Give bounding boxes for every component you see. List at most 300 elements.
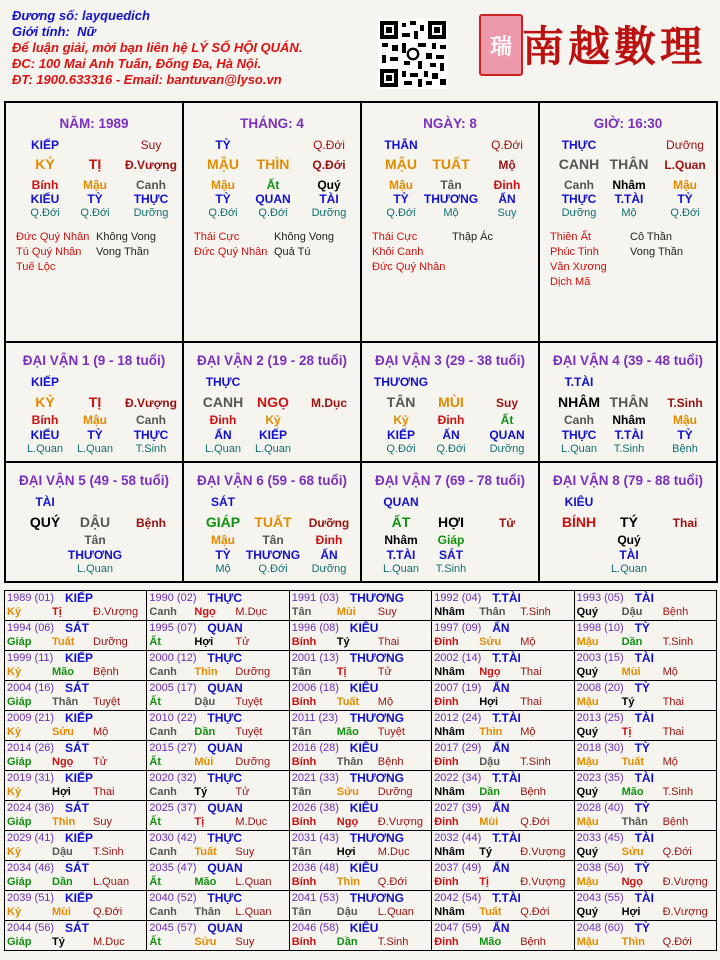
hidden-stem: Bính xyxy=(31,413,59,427)
year-cell xyxy=(5,711,147,741)
year-star: ẤN xyxy=(492,621,510,635)
year-branch: Hợi xyxy=(479,696,499,708)
hidden-stage: Q.Đới xyxy=(386,443,416,455)
year-branch: Thân xyxy=(194,906,221,918)
year-stem: Ất xyxy=(149,876,161,888)
year-cell xyxy=(147,801,289,831)
pillar-stem: KỶ xyxy=(35,156,55,172)
year-branch: Sửu xyxy=(52,726,75,738)
year-branch: Tý xyxy=(194,786,208,798)
year-cell xyxy=(290,711,432,741)
year-stem: Ất xyxy=(149,636,161,648)
year-label: 2001 (13) xyxy=(291,652,339,664)
year-stem: Nhâm xyxy=(434,666,465,678)
dai-van-branch: TUẤT xyxy=(254,514,292,530)
year-stem: Tân xyxy=(291,606,312,618)
year-star: KIÊU xyxy=(349,681,379,695)
year-stage: Đ.Vượng xyxy=(520,846,566,858)
year-stem: Quý xyxy=(576,786,598,798)
year-branch: Tý xyxy=(336,636,350,648)
dai-van-stem: TÂN xyxy=(386,394,416,410)
year-branch: Thân xyxy=(336,756,364,768)
year-star: T.TÀI xyxy=(492,591,521,605)
pillar-star-stage: Suy xyxy=(140,138,162,152)
pillar-star: THỰC xyxy=(561,138,597,152)
year-stage: Q.Đới xyxy=(662,936,692,948)
pillar-title: GIỜ: 16:30 xyxy=(593,116,663,131)
pillar-branch: TỊ xyxy=(88,156,102,172)
year-stem: Giáp xyxy=(7,756,32,768)
year-stem: Canh xyxy=(149,606,177,618)
than-sat-bad: Không Vong xyxy=(274,231,334,243)
year-stage: L.Quan xyxy=(377,906,414,918)
hidden-star: ẤN xyxy=(442,428,460,442)
year-label: 2008 (20) xyxy=(576,682,624,694)
year-stem: Đinh xyxy=(434,876,459,888)
year-star: KIÊU xyxy=(349,741,379,755)
dai-van-cell xyxy=(362,343,540,463)
hidden-stage: Q.Đới xyxy=(386,207,416,219)
year-stem: Nhâm xyxy=(434,906,465,918)
year-stage: Đ.Vượng xyxy=(520,876,566,888)
year-label: 2014 (26) xyxy=(7,742,55,754)
year-cell xyxy=(432,831,574,861)
year-star: KIẾP xyxy=(65,771,94,785)
year-stage: Đ.Vượng xyxy=(93,606,139,618)
year-cell xyxy=(5,861,147,891)
hidden-star: THỰC xyxy=(561,192,597,206)
year-stage: Tử xyxy=(93,756,108,768)
than-sat-good: Đức Quý Nhân xyxy=(16,231,90,243)
hidden-stage: Q.Đới xyxy=(258,207,288,219)
year-cell xyxy=(432,651,574,681)
year-label: 2015 (27) xyxy=(149,742,197,754)
so-line: Đương số: layquedich xyxy=(12,8,150,23)
year-cell xyxy=(5,651,147,681)
year-branch: Dần xyxy=(194,726,216,738)
year-label: 2034 (46) xyxy=(7,862,55,874)
than-sat-good: Văn Xương xyxy=(550,261,607,273)
year-cell xyxy=(147,771,289,801)
year-star: KIẾP xyxy=(65,831,94,845)
year-star: TÀI xyxy=(634,771,654,785)
year-stem: Quý xyxy=(576,846,598,858)
year-stem: Giáp xyxy=(7,636,32,648)
year-star: THƯƠNG xyxy=(349,771,404,785)
hidden-stem: Mậu xyxy=(83,413,107,427)
gt-line: Giới tính: Nữ xyxy=(12,24,96,39)
year-cell xyxy=(290,771,432,801)
year-branch: Tuất xyxy=(479,906,502,918)
dai-van-cell xyxy=(362,463,540,583)
pillar-star-stage: Dưỡng xyxy=(666,138,704,152)
year-cell xyxy=(575,741,717,771)
year-branch: Thìn xyxy=(336,876,361,888)
year-label: 2012 (24) xyxy=(434,712,482,724)
year-label: 2002 (14) xyxy=(434,652,482,664)
year-star: THỰC xyxy=(207,771,243,785)
year-branch: Dần xyxy=(336,936,358,948)
hidden-stem: Nhâm xyxy=(612,413,646,427)
dai-van-stem: ẤT xyxy=(391,514,411,530)
year-stage: Suy xyxy=(377,606,397,618)
year-stem: Tân xyxy=(291,786,312,798)
pillar-cell xyxy=(362,103,540,343)
year-stem: Bính xyxy=(291,756,317,768)
year-star: TỲ xyxy=(634,681,650,695)
year-branch: Mùi xyxy=(621,666,641,678)
than-sat-bad: Quả Tú xyxy=(274,246,311,258)
hidden-star: THƯƠNG xyxy=(245,548,301,562)
hidden-stage: Q.Đới xyxy=(258,563,288,575)
year-branch: Ngọ xyxy=(621,876,643,888)
dai-van-title: ĐẠI VẬN 3 (29 - 38 tuổi) xyxy=(374,353,526,368)
year-stage: Tuyệt xyxy=(235,726,263,738)
hidden-stem: Mậu xyxy=(211,178,235,192)
than-sat-bad: Vong Thần xyxy=(630,246,684,258)
year-star: TỲ xyxy=(634,621,650,635)
year-label: 2043 (55) xyxy=(576,892,624,904)
year-stem: Kỷ xyxy=(7,666,22,678)
hidden-stage: Dưỡng xyxy=(133,207,169,219)
hidden-stage: Q.Đới xyxy=(670,207,700,219)
year-stage: Q.Đới xyxy=(662,846,692,858)
year-stage: Q.Đới xyxy=(93,906,123,918)
year-stem: Bính xyxy=(291,876,317,888)
year-branch: Tý xyxy=(479,846,493,858)
than-sat-bad: Thập Ác xyxy=(452,231,493,243)
year-stage: Suy xyxy=(93,816,112,828)
year-stem: Quý xyxy=(576,906,598,918)
year-stem: Đinh xyxy=(434,756,459,768)
hidden-stage: L.Quan xyxy=(382,563,420,575)
year-star: TÀI xyxy=(634,591,654,605)
year-cell xyxy=(432,711,574,741)
hidden-stem: Tân xyxy=(440,178,462,192)
hidden-stem: Mậu xyxy=(673,413,697,427)
dai-van-stage: Tử xyxy=(498,516,516,530)
year-label: 2028 (40) xyxy=(576,802,624,814)
year-cell xyxy=(5,741,147,771)
brand-logo: 南越數理 xyxy=(522,22,707,71)
year-cell xyxy=(147,651,289,681)
year-label: 2045 (57) xyxy=(149,922,197,934)
dai-van-title: ĐẠI VẬN 5 (49 - 58 tuổi) xyxy=(18,473,170,488)
year-stage: Tuyệt xyxy=(93,696,121,708)
dai-van-stage: Dưỡng xyxy=(308,516,350,530)
year-stage: Bệnh xyxy=(520,786,546,798)
year-star: ẤN xyxy=(492,861,510,875)
year-label: 2039 (51) xyxy=(7,892,55,904)
year-stage: Mộ xyxy=(520,636,536,648)
address-line: ĐC: 100 Mai Anh Tuấn, Đống Đa, Hà Nội. xyxy=(12,56,262,71)
hidden-star: ẤN xyxy=(320,548,338,562)
year-label: 2048 (60) xyxy=(576,922,624,934)
year-stage: Mộ xyxy=(93,726,109,738)
year-stem: Quý xyxy=(576,726,598,738)
year-star: TÀI xyxy=(634,651,654,665)
year-cell xyxy=(432,861,574,891)
year-stage: Mộ xyxy=(377,696,394,708)
year-stem: Ất xyxy=(149,756,161,768)
hidden-star: ẤN xyxy=(214,428,232,442)
year-stem: Mậu xyxy=(576,876,599,888)
dai-van-branch: HỢI xyxy=(438,514,464,530)
hidden-stem: Nhâm xyxy=(612,178,646,192)
dai-van-branch: TÝ xyxy=(620,514,638,530)
year-stage: Dưỡng xyxy=(93,636,128,648)
year-star: TỲ xyxy=(634,861,650,875)
year-label: 2011 (23) xyxy=(291,712,339,724)
year-label: 1996 (08) xyxy=(291,622,339,634)
year-stem: Giáp xyxy=(7,876,32,888)
year-star: ẤN xyxy=(492,741,510,755)
year-star: TÀI xyxy=(634,831,654,845)
hidden-star: THỰC xyxy=(133,192,169,206)
hidden-stage: Mộ xyxy=(621,207,637,219)
year-branch: Sửu xyxy=(479,636,502,648)
year-stage: Tử xyxy=(377,666,392,678)
year-branch: Tuất xyxy=(621,756,644,768)
year-stage: Q.Đới xyxy=(520,816,550,828)
hidden-stage: T.Sinh xyxy=(613,443,645,455)
year-cell xyxy=(575,891,717,921)
year-stem: Mậu xyxy=(576,696,599,708)
year-cell xyxy=(575,711,717,741)
year-cell xyxy=(147,681,289,711)
year-stage: M.Dục xyxy=(93,936,125,948)
pillar-branch: THÂN xyxy=(609,156,649,172)
hidden-star: TỲ xyxy=(87,428,103,442)
hidden-star: TỲ xyxy=(393,192,409,206)
dai-van-stage: Bệnh xyxy=(136,516,166,530)
year-cell xyxy=(290,681,432,711)
year-label: 1998 (10) xyxy=(576,622,624,634)
year-branch: Thìn xyxy=(621,936,645,948)
year-label: 1990 (02) xyxy=(149,592,197,604)
year-cell xyxy=(290,621,432,651)
dai-van-stage: Thai xyxy=(672,516,698,530)
pillar-cell xyxy=(6,103,184,343)
year-cell xyxy=(147,741,289,771)
hidden-stem: Ất xyxy=(500,413,514,427)
year-star: THỰC xyxy=(207,651,243,665)
year-cell xyxy=(5,771,147,801)
hidden-stage: Dưỡng xyxy=(561,207,597,219)
year-stem: Bính xyxy=(291,936,317,948)
year-branch: Mùi xyxy=(479,816,499,828)
year-stem: Nhâm xyxy=(434,846,465,858)
year-cell xyxy=(147,921,289,951)
year-stage: Mộ xyxy=(520,726,536,738)
hidden-stage: Q.Đới xyxy=(80,207,110,219)
year-stage: L.Quan xyxy=(93,876,130,888)
dai-van-star: KIẾP xyxy=(30,375,59,389)
year-branch: Hợi xyxy=(194,636,214,648)
dai-van-stem: KỶ xyxy=(35,394,55,410)
year-cell xyxy=(290,651,432,681)
year-cell xyxy=(575,681,717,711)
year-label: 1995 (07) xyxy=(149,622,197,634)
year-cell xyxy=(147,831,289,861)
year-label: 2003 (15) xyxy=(576,652,624,664)
pillar-stage: Đ.Vượng xyxy=(125,158,177,172)
year-cell xyxy=(432,621,574,651)
hidden-star: KIẾU xyxy=(30,428,60,442)
pillar-stage: Mộ xyxy=(498,158,516,172)
year-star: QUAN xyxy=(207,801,243,815)
year-branch: Tị xyxy=(336,666,347,678)
year-branch: Hợi xyxy=(336,846,356,858)
year-stem: Canh xyxy=(149,846,177,858)
year-stem: Kỷ xyxy=(7,846,22,858)
than-sat-bad: Vong Thần xyxy=(96,246,150,258)
year-cell xyxy=(575,831,717,861)
pillar-stem: MẬU xyxy=(207,156,239,172)
hidden-stem: Giáp xyxy=(437,533,465,547)
year-star: QUAN xyxy=(207,921,243,935)
hidden-stem: Mậu xyxy=(211,533,235,547)
pillar-star-stage: Q.Đới xyxy=(491,138,523,152)
year-stem: Canh xyxy=(149,906,177,918)
pillar-branch: THÌN xyxy=(256,156,290,172)
hidden-stem: Đinh xyxy=(437,413,465,427)
year-stage: Thai xyxy=(662,726,684,738)
dai-van-stem: NHÂM xyxy=(558,394,600,410)
pillar-branch: TUẤT xyxy=(432,156,470,172)
year-star: THỰC xyxy=(207,831,243,845)
pillar-title: NĂM: 1989 xyxy=(59,116,129,131)
year-label: 2024 (36) xyxy=(7,802,55,814)
year-star: TỲ xyxy=(634,921,650,935)
year-label: 2000 (12) xyxy=(149,652,197,664)
dai-van-star: SÁT xyxy=(211,495,235,509)
year-branch: Sửu xyxy=(194,936,217,948)
dai-van-branch: THÂN xyxy=(609,394,649,410)
hidden-stem: Đinh xyxy=(493,178,521,192)
dai-van-title: ĐẠI VẬN 6 (59 - 68 tuổi) xyxy=(196,473,348,488)
year-branch: Ngọ xyxy=(194,606,216,618)
hidden-stem: Tân xyxy=(84,533,106,547)
year-branch: Thân xyxy=(479,606,506,618)
year-stem: Nhâm xyxy=(434,786,465,798)
year-stage: Dưỡng xyxy=(235,756,271,768)
year-label: 2013 (25) xyxy=(576,712,624,724)
year-branch: Tuất xyxy=(336,696,360,708)
year-star: KIẾP xyxy=(65,891,94,905)
year-cell xyxy=(290,741,432,771)
year-star: SÁT xyxy=(65,741,89,755)
year-branch: Mão xyxy=(52,666,74,678)
year-cell xyxy=(5,921,147,951)
qr-code-icon xyxy=(378,19,448,89)
hidden-star: TỲ xyxy=(677,192,693,206)
seal-logo: 瑞 xyxy=(479,14,523,76)
dai-van-branch: TỊ xyxy=(88,394,102,410)
hidden-star: THƯƠNG xyxy=(67,548,123,562)
hidden-stage: Mộ xyxy=(215,563,231,575)
hidden-stem: Quý xyxy=(617,533,641,547)
year-branch: Mão xyxy=(336,726,359,738)
year-label: 2037 (49) xyxy=(434,862,482,874)
hidden-stage: L.Quan xyxy=(560,443,598,455)
hidden-stem: Kỷ xyxy=(393,413,409,427)
year-branch: Dần xyxy=(479,786,500,798)
year-label: 2006 (18) xyxy=(291,682,339,694)
year-star: THƯƠNG xyxy=(349,711,404,725)
year-stem: Kỷ xyxy=(7,726,22,738)
hidden-stage: Q.Đới xyxy=(436,443,466,455)
year-cell xyxy=(290,831,432,861)
than-sat-good: Thái Cực xyxy=(372,231,418,243)
dai-van-cell xyxy=(6,463,184,583)
year-label: 2023 (35) xyxy=(576,772,624,784)
hidden-stage: Q.Đới xyxy=(208,207,238,219)
year-stage: Thai xyxy=(93,786,115,798)
year-star: ẤN xyxy=(492,681,510,695)
year-label: 2040 (52) xyxy=(149,892,197,904)
hidden-star: TÀI xyxy=(619,548,639,562)
year-stage: Tuyệt xyxy=(377,726,405,738)
year-label: 2033 (45) xyxy=(576,832,624,844)
dai-van-title: ĐẠI VẬN 2 (19 - 28 tuổi) xyxy=(196,353,348,368)
year-label: 2044 (56) xyxy=(7,922,55,934)
year-stage: Thai xyxy=(520,666,542,678)
year-star: THƯƠNG xyxy=(349,651,404,665)
year-stem: Bính xyxy=(291,636,317,648)
year-stem: Nhâm xyxy=(434,726,465,738)
chart-grid xyxy=(4,101,718,583)
hidden-stage: Q.Đới xyxy=(30,207,60,219)
year-branch: Mùi xyxy=(52,906,71,918)
year-star: T.TÀI xyxy=(492,831,521,845)
dai-van-stage: Đ.Vượng xyxy=(125,396,177,410)
year-branch: Ngọ xyxy=(52,756,74,768)
hidden-star: KIẾP xyxy=(386,428,415,442)
year-stem: Giáp xyxy=(7,816,32,828)
year-star: THỰC xyxy=(207,711,243,725)
year-label: 1993 (05) xyxy=(576,592,624,604)
year-table xyxy=(4,590,717,951)
year-stem: Ất xyxy=(149,696,161,708)
year-cell xyxy=(5,891,147,921)
year-branch: Tị xyxy=(52,606,62,618)
year-star: THỰC xyxy=(207,591,243,605)
year-cell xyxy=(5,621,147,651)
contact-line: Để luận giải, mời bạn liên hệ LÝ SỐ HỘI QUÁN. xyxy=(12,40,303,55)
hidden-stage: Dưỡng xyxy=(311,563,347,575)
year-label: 1999 (11) xyxy=(7,652,54,664)
year-branch: Thìn xyxy=(52,816,76,828)
year-star: SÁT xyxy=(65,681,89,695)
year-label: 2041 (53) xyxy=(291,892,339,904)
hidden-stem: Tân xyxy=(262,533,284,547)
hidden-stem: Mậu xyxy=(673,178,697,192)
year-stage: T.Sinh xyxy=(520,606,551,618)
dai-van-branch: MÙI xyxy=(438,394,464,410)
year-stage: T.Sinh xyxy=(377,936,409,948)
dai-van-star: THƯƠNG xyxy=(373,375,429,389)
year-branch: Thìn xyxy=(194,666,218,678)
year-label: 2036 (48) xyxy=(291,862,339,874)
year-branch: Tý xyxy=(52,936,65,948)
year-stage: M.Dục xyxy=(377,846,410,858)
year-star: T.TÀI xyxy=(492,771,521,785)
year-label: 2038 (50) xyxy=(576,862,624,874)
year-branch: Tị xyxy=(479,876,489,888)
year-star: KIẾP xyxy=(65,711,94,725)
year-branch: Tuất xyxy=(194,846,217,858)
